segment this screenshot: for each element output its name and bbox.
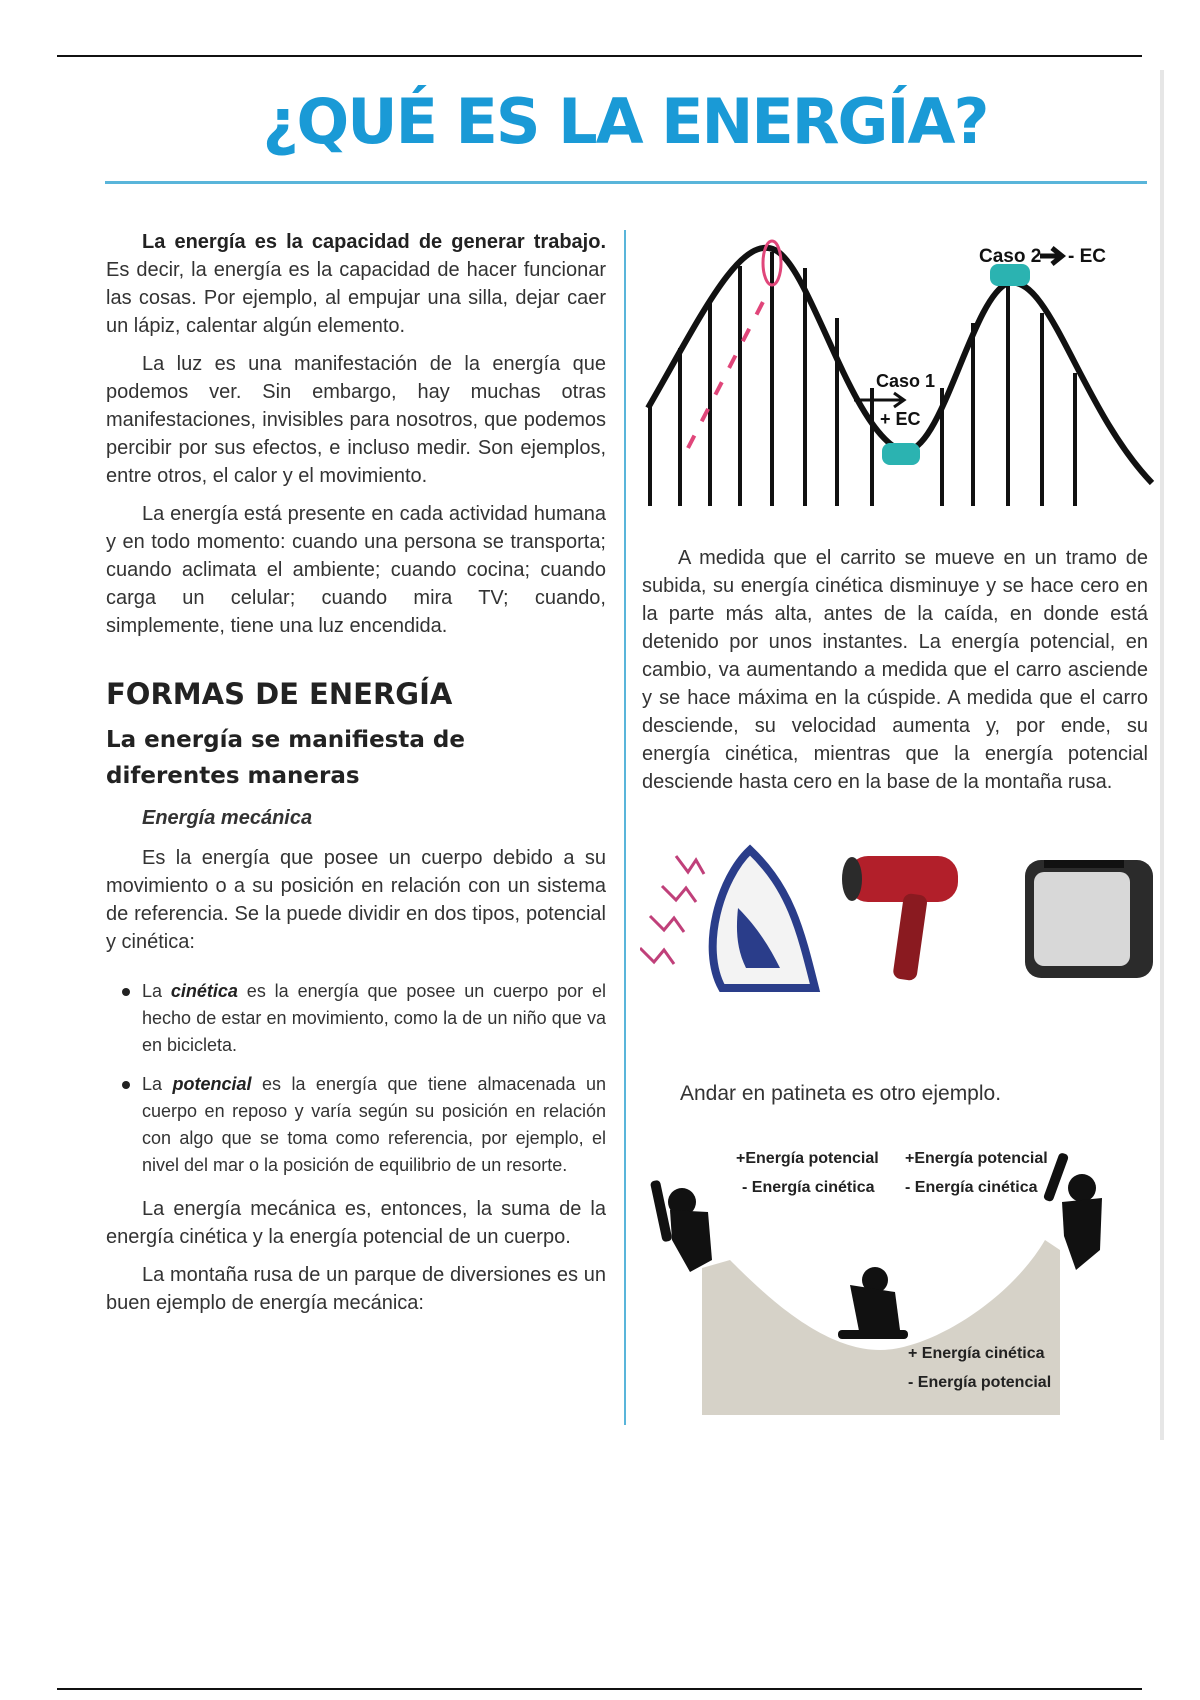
skate-bottom-label-1: + Energía cinética — [908, 1345, 1045, 1362]
skater-left-icon — [650, 1180, 712, 1272]
hairdryer-icon — [842, 856, 958, 981]
cart-top — [990, 264, 1030, 286]
toaster-icon — [1025, 860, 1153, 978]
definition-rest: Es decir, la energía es la capacidad de hacer funcionar las cosas. Por ejemplo, al empujar una silla, dejar caer un lápiz, calentar algún elemento. — [106, 259, 606, 337]
caso1-label: Caso 1 — [876, 371, 936, 391]
definition-bold: La energía es la capacidad de generar trabajo. — [142, 231, 606, 253]
heading-formas: FORMAS DE ENERGÍA — [106, 677, 453, 711]
caso2-label: Caso 2 — [979, 246, 1042, 267]
skate-right-label-2: - Energía cinética — [905, 1179, 1038, 1196]
skate-left-label-2: - Energía cinética — [742, 1179, 875, 1196]
term-potencial: potencial — [172, 1074, 252, 1094]
paragraph-montana: La montaña rusa de un parque de diversiones es un buen ejemplo de energía mecánica: — [106, 1264, 606, 1314]
bullet2-rest: es la energía que tiene almacenada un cuerpo en reposo y varía según su posición en relación con algo que se toma como referencia, por ejemplo, el nivel del mar o la posición de equilibrio de un resorte. — [142, 1074, 606, 1175]
bullet1-rest: es la energía que posee un cuerpo por el hecho de estar en movimiento, como la de un niño que va en bicicleta. — [142, 981, 606, 1055]
cart-bottom — [882, 443, 920, 465]
paragraph-rollercoaster: A medida que el carrito se mueve en un tramo de subida, su energía cinética disminuye y se hace cero en la parte más alta, antes de la caída, en donde está detenido por unos instantes. La energía potencial, en cambio, va aumentando a medida que el carro asciende y se hace máxima en la cúspide. A medida que el carro desciende, su velocidad aumenta y, por ende, su energía cinética, mientras que la energía potencial desciende hasta cero en la base de la montaña rusa. — [642, 547, 1148, 793]
left-column — [106, 228, 606, 1327]
skate-bottom-label-2: - Energía potencial — [908, 1374, 1052, 1391]
paragraph-light: La luz es una manifestación de la energía que podemos ver. Sin embargo, hay muchas otras manifestaciones, invisibles para nosotros, que podemos percibir por sus efectos, e incluso medir. Son ejemplos, entre otros, el calor y el movimiento. — [106, 353, 606, 487]
column-divider — [624, 230, 626, 1425]
paragraph-mecanica: Es la energía que posee un cuerpo debido a su movimiento o a su posición en relación con un sistema de referencia. Se la puede dividir en dos tipos, potencial y cinética: — [106, 847, 606, 953]
bullet2-pre: La — [142, 1074, 173, 1094]
arrow-right-icon — [1040, 248, 1062, 264]
iron-icon — [713, 850, 815, 988]
paragraph-suma: La energía mecánica es, entonces, la suma de la energía cinética y la energía potencial de un cuerpo. — [106, 1198, 606, 1248]
heading-mecanica: Energía mecánica — [142, 807, 313, 829]
heading-maneras: La energía se manifiesta de diferentes maneras — [106, 727, 465, 789]
bullet-dot — [122, 988, 130, 996]
page-edge — [1160, 70, 1164, 1440]
heat-lines-icon — [640, 856, 704, 964]
appliances-illustration — [640, 838, 1160, 1018]
paragraph-activity: La energía está presente en cada actividad humana y en todo momento: cuando una persona se transporta; cuando aclimata el ambiente; cuando cocina; cuando carga un celular; cuando mira TV; cuando, simplemente, tiene una luz encendida. — [106, 503, 606, 637]
bullet-dot — [122, 1081, 130, 1089]
rollercoaster-diagram — [640, 228, 1160, 508]
top-rule — [57, 55, 1142, 57]
skater-bottom-icon — [838, 1267, 908, 1339]
term-cinetica: cinética — [170, 981, 238, 1001]
skate-right-label-1: +Energía potencial — [905, 1150, 1048, 1167]
list-item-potencial — [142, 1071, 606, 1179]
caso2-result: - EC — [1068, 246, 1106, 267]
skate-left-label-1: +Energía potencial — [736, 1150, 879, 1167]
title-underline — [105, 181, 1147, 184]
energy-types-list — [106, 978, 606, 1179]
list-item-cinetica — [142, 978, 606, 1059]
paragraph-definition — [106, 228, 606, 340]
bullet1-pre: La — [142, 981, 171, 1001]
bottom-rule — [57, 1688, 1142, 1690]
page-title: ¿QUÉ ES LA ENERGÍA? — [262, 85, 988, 158]
skate-halfpipe-illustration — [650, 1140, 1120, 1422]
caso1-result: + EC — [880, 409, 921, 429]
skate-caption: Andar en patineta es otro ejemplo. — [680, 1082, 1002, 1105]
